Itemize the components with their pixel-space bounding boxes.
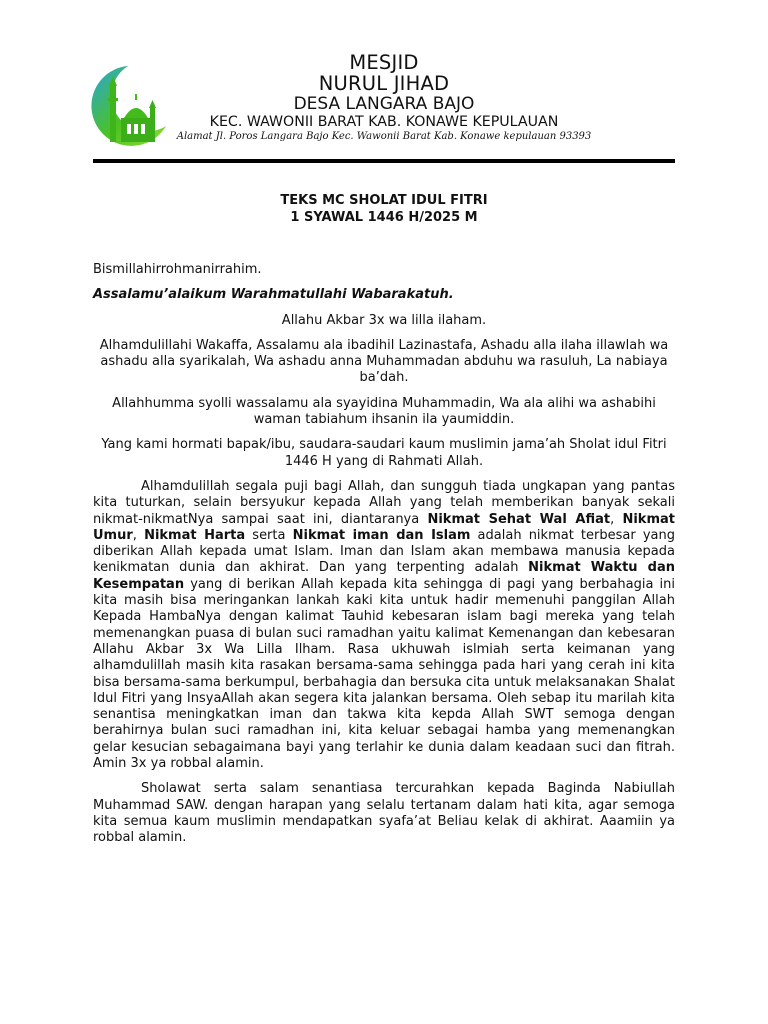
hamdalah-paragraph: Alhamdulillahi Wakaffa, Assalamu ala ibadihil Lazinastafa, Ashadu alla ilaha illawlah wa ashadu alla syarikalah, Wa ashadu anna Muhammadan abduhu wa rasuluh, La nabiaya ba’dah. — [99, 337, 669, 386]
letterhead — [170, 52, 598, 143]
main-text-6: yang di berikan Allah kepada kita sehingga di pagi yang berbahagia ini kita masih bisa meringankan lankah kaki kita untuk hadir memenuhi panggilan Allah Kepada HambaNya dengan kalimat Tauhid kebesaran islam bagi mereka yang telah memenangkan puasa di bulan suci ramadhan yaitu kalimat Kemenangan dan kebesaran Allahu Akbar 3x Wa Lilla Ilham. Rasa ukhuwah islmiah serta keimanan yang alhamdulillah masih kita rasakan bersama-sama sehingga pada hari yang cerah ini kita bisa bersama-sama berkumpul, berbahagia dan bersuka cita untuk melaksanakan Shalat Idul Fitri yang InsyaAllah akan segera kita jalankan bersama. Oleh sebap itu marilah kita senantisa meningkatkan iman dan takwa kita kepda Allah SWT semoga dengan berahirnya bulan suci ramadhan ini, kita keluar sebagai hamba yang memenangkan gelar kesucian sebagaimana bayi yang terlahir ke dunia dalam keadaan suci dan fitrah. Amin 3x ya robbal alamin. — [93, 576, 675, 772]
opening-basmalah: Bismillahirrohmanirrahim. — [93, 262, 262, 277]
bold-nikmat-umur: Nikmat Umur — [93, 511, 675, 543]
main-text-4: serta — [245, 527, 293, 543]
bold-nikmat-iman: Nikmat iman dan Islam — [292, 527, 471, 543]
main-paragraph — [93, 479, 675, 772]
sholawat-paragraph: Allahhumma syolli wassalamu ala syayidina Muhammadin, Wa ala alihi wa ashabihi waman tabiahum ihsanin ila yaumiddin. — [112, 395, 656, 428]
mosque-crescent-logo-icon — [84, 64, 174, 148]
title-line-1: TEKS MC SHOLAT IDUL FITRI — [280, 193, 488, 208]
mosque-name: NURUL JIHAD — [318, 72, 450, 96]
title-line-2: 1 SYAWAL 1446 H/2025 M — [290, 210, 478, 225]
document-title — [93, 192, 675, 226]
main-text-5: adalah nikmat terbesar yang diberikan Allah kepada umat Islam. Iman dan Islam akan membawa manusia kepada kenikmatan dunia dan akhirat. Dan yang terpenting adalah — [93, 527, 675, 576]
opening-salam: Assalamu’alaikum Warahmatullahi Wabarakatuh. — [93, 287, 454, 303]
letterhead-divider — [93, 159, 675, 163]
village-name: DESA LANGARA BAJO — [293, 94, 475, 115]
main-text-1: Alhamdulillah segala puji bagi Allah, dan sungguh tiada ungkapan yang pantas kita tuturkan, selain bersyukur kepada Allah yang telah memberikan banyak sekali nikmat-nikmatNya sampai saat ini, diantaranya — [93, 478, 675, 527]
address-line: Alamat Jl. Poros Langara Bajo Kec. Wawonii Barat Kab. Konawe kepulauan 93393 — [176, 130, 592, 142]
takbir-line: Allahu Akbar 3x wa lilla ilaham. — [281, 312, 487, 328]
bold-nikmat-harta: Nikmat Harta — [144, 527, 246, 543]
district-name: KEC. WAWONII BARAT KAB. KONAWE KEPULAUAN — [209, 114, 559, 131]
mosque-label: MESJID — [349, 51, 419, 74]
greeting-paragraph: Yang kami hormati bapak/ibu, saudara-saudari kaum muslimin jama’ah Sholat idul Fitri 1446 H yang di Rahmati Allah. — [101, 437, 667, 469]
closing-sholawat-paragraph: Sholawat serta salam senantiasa tercurahkan kepada Baginda Nabiullah Muhammad SAW. dengan harapan yang selalu tertanam dalam hati kita, agar semoga kita semua kaum muslimin mendapatkan syafa’at Beliau kelak di akhirat. Aaamiin ya robbal alamin. — [93, 781, 675, 846]
bold-nikmat-sehat: Nikmat Sehat Wal Afiat — [427, 511, 611, 527]
main-text-2: , — [610, 511, 623, 527]
bold-nikmat-waktu: Nikmat Waktu dan Kesempatan — [93, 560, 675, 592]
main-text-3: , — [132, 527, 145, 543]
document-body — [93, 262, 675, 856]
